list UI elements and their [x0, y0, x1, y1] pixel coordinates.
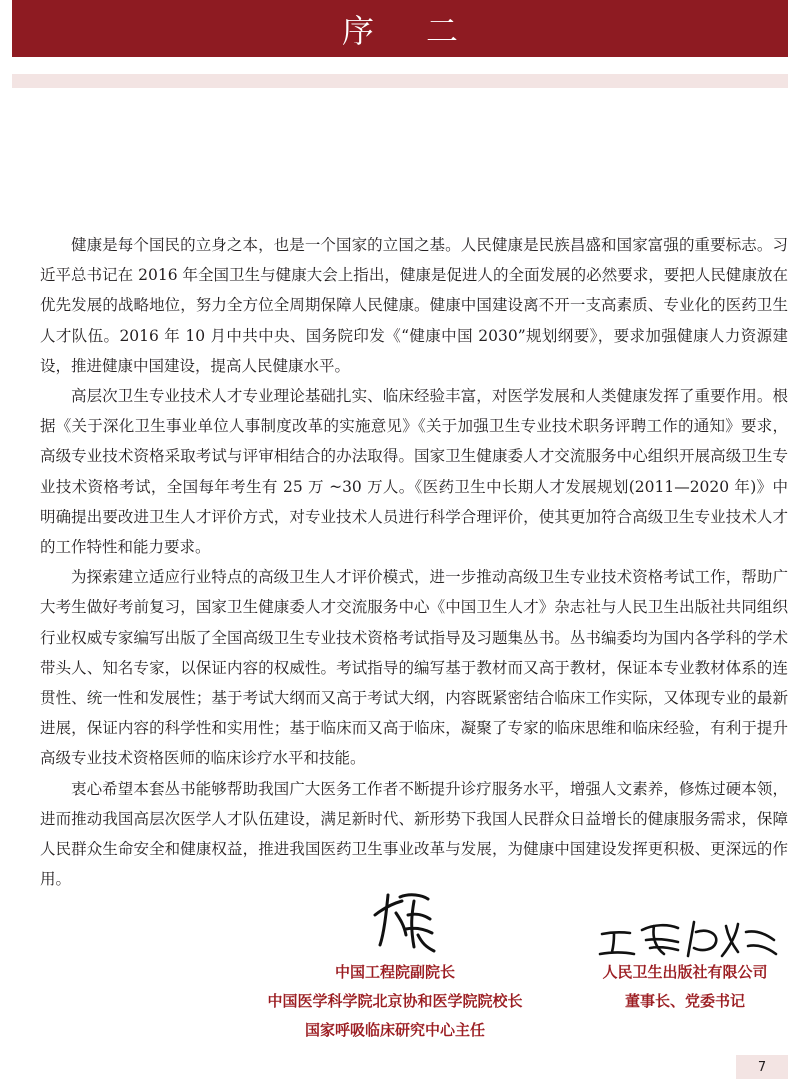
header-bar — [12, 0, 788, 57]
header-divider — [12, 74, 788, 88]
paragraph: 衷心希望本套丛书能够帮助我国广大医务工作者不断提升诊疗服务水平，增强人文素养，修炼过硬本领，进而推动我国高层次医学人才队伍建设，满足新时代、新形势下我国人民群众日益增长的健康服务需求，保障人民群众生命安全和健康权益，推进我国医药卫生事业改革与发展，为健康中国建设发挥更积极、更深远的作用。 — [40, 779, 788, 889]
signature-title-line: 中国工程院副院长 — [334, 963, 455, 981]
signature-title-line: 人民卫生出版社有限公司 — [602, 963, 768, 981]
paragraph: 健康是每个国民的立身之本，也是一个国家的立国之基。人民健康是民族昌盛和国家富强的重要标志。习近平总书记在 2016 年全国卫生与健康大会上指出，健康是促进人的全面发展的必然要求，要把人民健康放在优先发展的战略地位，努力全方位全周期保障人民健康。健康中国建设离不开一支高素质、专业化的医药卫生人才队伍。2016 年 10 月中共中央、国务院印发《“健康中国 2030”规划纲要》，要求加强健康人力资源建设，推进健康中国建设，提高人民健康水平。 — [40, 236, 788, 375]
signature-title-line: 国家呼吸临床研究中心主任 — [304, 1021, 485, 1039]
page-title: 序二 — [341, 11, 510, 50]
signature-title-line: 董事长、党委书记 — [624, 992, 745, 1010]
signature-block-left — [205, 958, 585, 1045]
signature-block-right — [585, 958, 785, 1016]
paragraph: 为探索建立适应行业特点的高级卫生人才评价模式，进一步推动高级卫生专业技术资格考试工作，帮助广大考生做好考前复习，国家卫生健康委人才交流服务中心《中国卫生人才》杂志社与人民卫生出版社共同组织行业权威专家编写出版了全国高级卫生专业技术资格考试指导及习题集丛书。丛书编委均为国内各学科的学术带头人、知名专家，以保证内容的权威性。考试指导的编写基于教材而又高于教材，保证本专业教材体系的连贯性、统一性和发展性；基于考试大纲而又高于考试大纲，内容既紧密结合临床工作实际，又体现专业的最新进展，保证内容的科学性和实用性；基于临床而又高于临床，凝聚了专家的临床思维和临床经验，有利于提升高级专业技术资格医师的临床诊疗水平和技能。 — [40, 568, 788, 768]
handwritten-signature-right — [598, 912, 778, 962]
preface-body — [40, 230, 788, 894]
signature-title-line: 中国医学科学院北京协和医学院院校长 — [267, 992, 523, 1010]
page-number: 7 — [736, 1055, 788, 1079]
paragraph: 高层次卫生专业技术人才专业理论基础扎实、临床经验丰富，对医学发展和人类健康发挥了重要作用。根据《关于深化卫生事业单位人事制度改革的实施意见》《关于加强卫生专业技术职务评聘工作的通知》要求，高级专业技术资格采取考试与评审相结合的办法取得。国家卫生健康委人才交流服务中心组织开展高级卫生专业技术资格考试，全国每年考生有 25 万 ~30 万人。《医药卫生中长期人才发展规划(2011—2020 年)》中明确提出要改进卫生人才评价方式，对专业技术人员进行科学合理评价，使其更加符合高级卫生专业技术人才的工作特性和能力要求。 — [40, 387, 788, 557]
handwritten-signature-left — [370, 885, 440, 955]
